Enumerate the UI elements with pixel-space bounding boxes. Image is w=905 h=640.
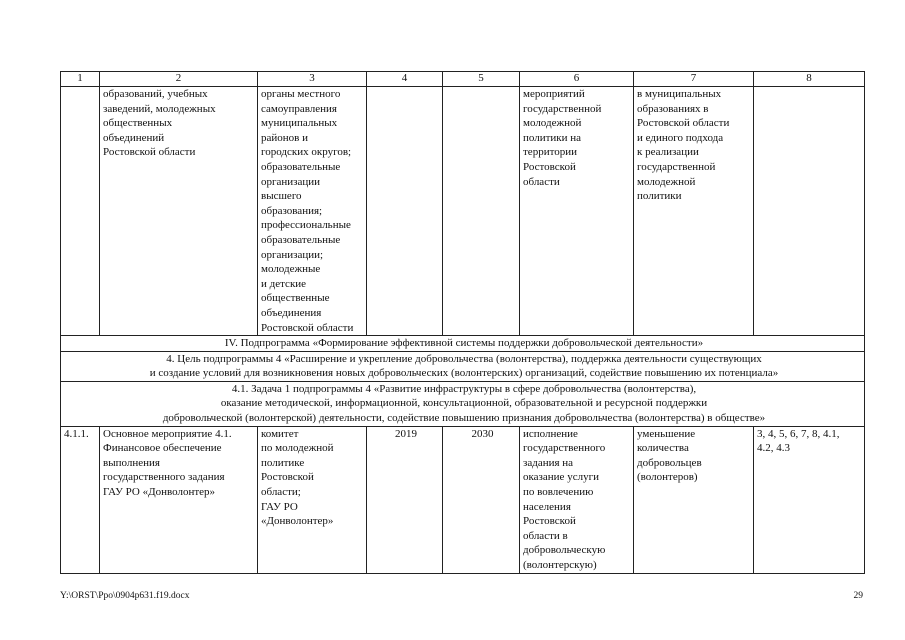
text-line: Ростовской области	[261, 321, 354, 334]
footer-file-path: Y:\ORST\Ppo\0904p631.f19.docx	[60, 591, 190, 601]
text-line: организации	[261, 175, 321, 188]
text-line: Ростовской области	[103, 146, 196, 159]
text-line: ГАУ РО «Донволонтер»	[103, 486, 216, 499]
text-line: общественных	[103, 117, 173, 130]
text-line: самоуправления	[261, 102, 337, 115]
text-line: уменьшение	[637, 427, 696, 440]
consequences-cell	[634, 87, 754, 336]
text-line: оказание методической, информационной, консультационной, образовательной и ресурсной поддержки	[220, 397, 708, 410]
subprogram-title: IV. Подпрограмма «Формирование эффективной системы поддержки добровольческой деятельности»	[61, 336, 865, 352]
text-line: ГАУ РО	[261, 500, 298, 513]
text-line: населения	[523, 500, 571, 513]
start-year-cell: 2019	[367, 426, 443, 573]
column-number: 7	[634, 72, 754, 87]
start-year-cell	[367, 87, 443, 336]
footer-page-number: 29	[853, 591, 863, 601]
text-line: молодежные	[261, 263, 321, 276]
text-line: в муниципальных	[637, 88, 722, 100]
text-line: области в	[523, 529, 568, 542]
expected-result-cell	[520, 426, 634, 573]
text-line: муниципальных	[261, 117, 338, 130]
task-row	[61, 381, 865, 426]
name-cell	[100, 87, 258, 336]
text-line: 4. Цель подпрограммы 4 «Расширение и укрепление добровольчества (волонтерства), поддержка деятельности существующих	[166, 352, 762, 365]
text-line: 4.2, 4.3	[757, 442, 790, 455]
text-line: количества	[637, 442, 689, 455]
program-table	[60, 71, 865, 574]
text-line: молодежной	[637, 175, 696, 188]
text-line: заведений, молодежных	[103, 102, 216, 115]
table-row-continuation	[61, 87, 865, 336]
text-line: и единого подхода	[637, 131, 724, 144]
text-line: образованиях в	[637, 102, 709, 115]
executor-cell	[258, 87, 367, 336]
goal-row	[61, 351, 865, 381]
text-line: районов и	[261, 131, 308, 144]
text-line: молодежной	[523, 117, 582, 130]
column-number: 2	[100, 72, 258, 87]
column-number-row	[61, 72, 865, 87]
indicators-cell	[754, 426, 865, 573]
text-line: 3, 4, 5, 6, 7, 8, 4.1,	[757, 427, 840, 440]
table-row-4-1-1	[61, 426, 865, 573]
text-line: задания на	[523, 456, 574, 469]
column-number: 3	[258, 72, 367, 87]
text-line: государственной	[637, 160, 716, 173]
text-line: Ростовской области	[637, 117, 730, 130]
text-line: по вовлечению	[523, 486, 594, 499]
text-line: государственной	[523, 102, 602, 115]
text-line: области;	[261, 486, 301, 499]
text-line: к реализации	[637, 146, 699, 159]
text-line: политики на	[523, 131, 582, 144]
text-line: органы местного	[261, 88, 341, 100]
text-line: 4.1. Задача 1 подпрограммы 4 «Развитие инфраструктуры в сфере добровольчества (волонтерства),	[231, 382, 697, 395]
consequences-cell	[634, 426, 754, 573]
text-line: объединений	[103, 131, 165, 144]
column-number: 1	[61, 72, 100, 87]
text-line: Финансовое обеспечение	[103, 442, 222, 455]
text-line: Основное мероприятие 4.1.	[103, 427, 232, 440]
text-line: Ростовской	[523, 515, 576, 528]
text-line: добровольцев	[637, 456, 702, 469]
text-line: по молодежной	[261, 442, 334, 455]
column-number: 4	[367, 72, 443, 87]
end-year-cell: 2030	[443, 426, 520, 573]
text-line: мероприятий	[523, 88, 585, 100]
text-line: добровольческую	[523, 544, 606, 557]
text-line: политики	[637, 190, 682, 203]
text-line: образования;	[261, 204, 323, 217]
text-line: образовательные	[261, 160, 341, 173]
text-line: политике	[261, 456, 305, 469]
expected-result-cell	[520, 87, 634, 336]
number-cell	[61, 87, 100, 336]
row-number: 4.1.1.	[61, 426, 100, 573]
text-line: организации;	[261, 248, 324, 261]
text-line: комитет	[261, 427, 299, 440]
text-line: высшего	[261, 190, 302, 203]
name-cell	[100, 426, 258, 573]
text-line: и детские	[261, 277, 307, 290]
end-year-cell	[443, 87, 520, 336]
executor-cell	[258, 426, 367, 573]
text-line: государственного задания	[103, 471, 225, 484]
task-text	[61, 381, 865, 426]
text-line: (волонтеров)	[637, 471, 698, 484]
text-line: Ростовской	[523, 160, 576, 173]
subprogram-title-row	[61, 336, 865, 352]
text-line: (волонтерскую)	[523, 559, 597, 571]
text-line: исполнение	[523, 427, 578, 440]
text-line: объединения	[261, 306, 322, 319]
text-line: городских округов;	[261, 146, 352, 159]
text-line: территории	[523, 146, 578, 159]
text-line: выполнения	[103, 456, 160, 469]
indicators-cell	[754, 87, 865, 336]
text-line: государственного	[523, 442, 606, 455]
text-line: Ростовской	[261, 471, 314, 484]
text-line: и создание условий для возникновения новых добровольческих (волонтерских) организаций, содействие повышению их потенциала»	[149, 367, 779, 380]
text-line: «Донволонтер»	[261, 515, 334, 528]
text-line: общественные	[261, 292, 330, 305]
text-line: добровольческой (волонтерской) деятельности, содействие повышению признания добровольчества (волонтерства) в обществе»	[162, 412, 766, 425]
column-number: 8	[754, 72, 865, 87]
text-line: образовательные	[261, 233, 341, 246]
goal-text	[61, 351, 865, 381]
text-line: образований, учебных	[103, 88, 208, 100]
text-line: области	[523, 175, 560, 188]
text-line: оказание услуги	[523, 471, 599, 484]
text-line: профессиональные	[261, 219, 351, 232]
column-number: 6	[520, 72, 634, 87]
column-number: 5	[443, 72, 520, 87]
